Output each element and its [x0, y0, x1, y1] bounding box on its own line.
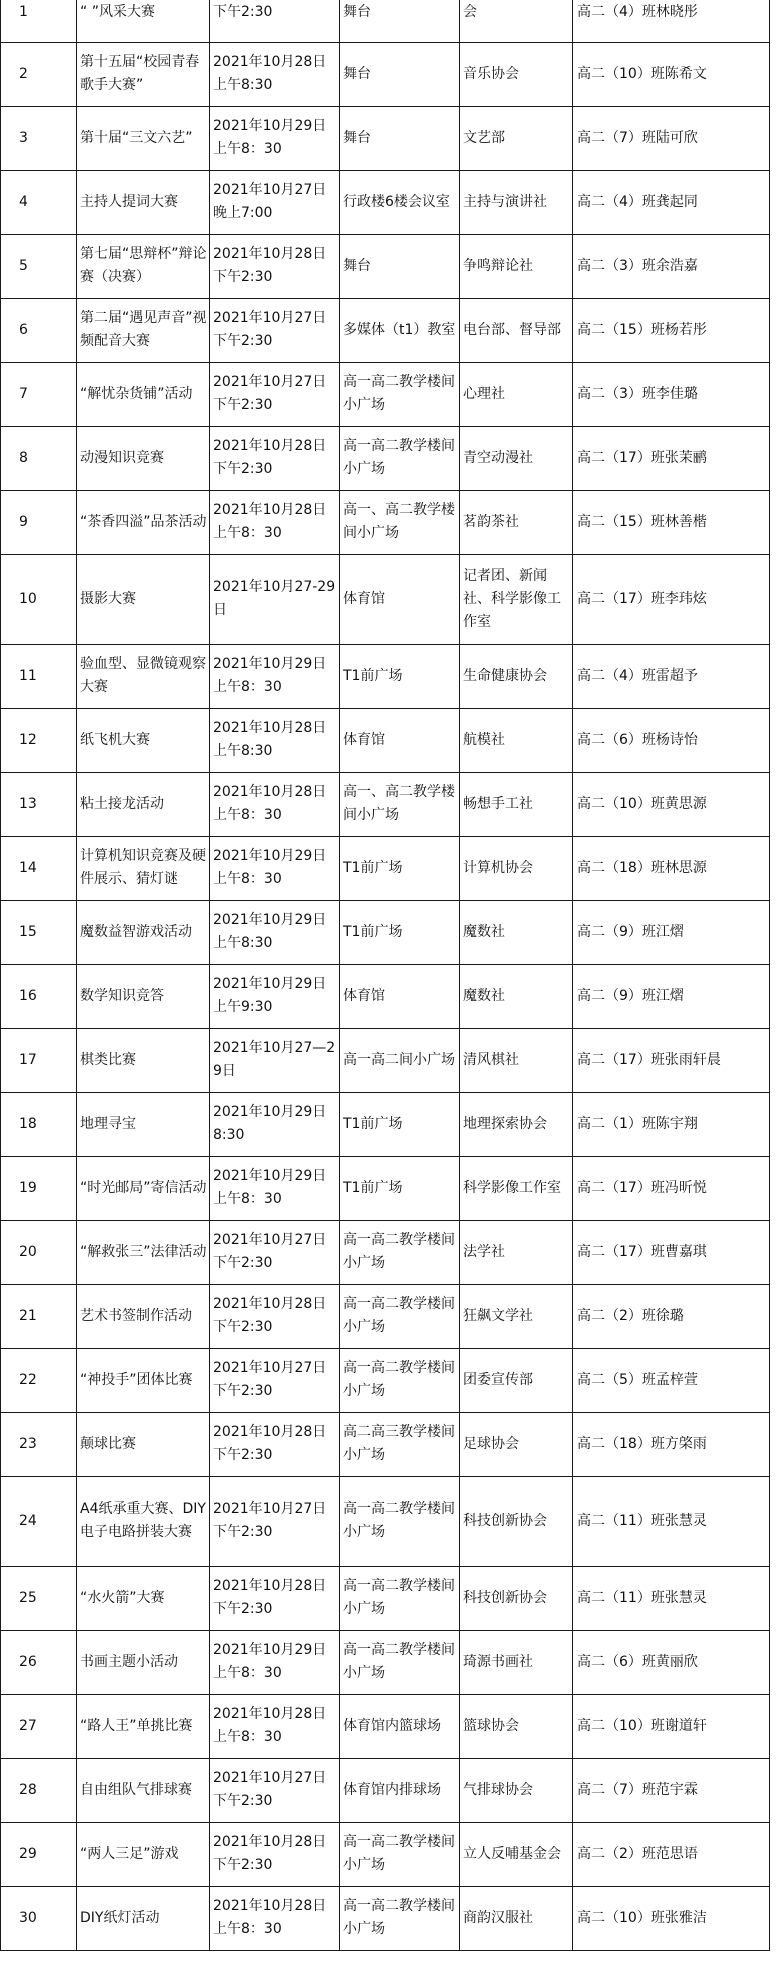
activity-name: 粘土接龙活动	[77, 772, 210, 836]
activity-name: A4纸承重大赛、DIY电子电路拼装大赛	[77, 1476, 210, 1566]
organizer: 音乐协会	[460, 42, 573, 106]
activity-time: 2021年10月28日下午2:30	[210, 426, 340, 490]
table-row	[1, 1220, 770, 1284]
responsible-person: 高二（3）班李佳璐	[573, 362, 770, 426]
activity-name: “两人三足”游戏	[77, 1822, 210, 1886]
row-number: 19	[1, 1156, 77, 1220]
row-number: 30	[1, 1886, 77, 1950]
responsible-person: 高二（4）班雷超予	[573, 644, 770, 708]
responsible-person: 高二（6）班杨诗怡	[573, 708, 770, 772]
activity-name: 棋类比赛	[77, 1028, 210, 1092]
table-row	[1, 1412, 770, 1476]
activity-venue: T1前广场	[340, 1156, 460, 1220]
organizer: 科技创新协会	[460, 1476, 573, 1566]
organizer: 茗韵茶社	[460, 490, 573, 554]
activity-name: 验血型、显微镜观察大赛	[77, 644, 210, 708]
row-number: 22	[1, 1348, 77, 1412]
row-number: 16	[1, 964, 77, 1028]
row-number: 23	[1, 1412, 77, 1476]
organizer: 法学社	[460, 1220, 573, 1284]
activity-venue: 高一高二教学楼间小广场	[340, 1566, 460, 1630]
activity-name: “解救张三”法律活动	[77, 1220, 210, 1284]
row-number: 4	[1, 170, 77, 234]
row-number: 1	[1, 0, 77, 42]
responsible-person: 高二（17）班冯昕悦	[573, 1156, 770, 1220]
row-number: 13	[1, 772, 77, 836]
organizer: 畅想手工社	[460, 772, 573, 836]
activity-venue: 高一、高二教学楼间小广场	[340, 772, 460, 836]
activity-venue: 高一、高二教学楼间小广场	[340, 490, 460, 554]
responsible-person: 高二（4）班龚起同	[573, 170, 770, 234]
responsible-person: 高二（2）班范思语	[573, 1822, 770, 1886]
responsible-person: 高二（1）班陈宇翔	[573, 1092, 770, 1156]
activity-venue: 体育馆	[340, 708, 460, 772]
organizer: 记者团、新闻社、科学影像工作室	[460, 554, 573, 644]
table-row	[1, 708, 770, 772]
row-number: 20	[1, 1220, 77, 1284]
responsible-person: 高二（7）班陆可欣	[573, 106, 770, 170]
activity-name: 摄影大赛	[77, 554, 210, 644]
row-number: 11	[1, 644, 77, 708]
row-number: 10	[1, 554, 77, 644]
table-row	[1, 490, 770, 554]
organizer: 心理社	[460, 362, 573, 426]
activity-venue: T1前广场	[340, 836, 460, 900]
row-number: 25	[1, 1566, 77, 1630]
activity-time: 2021年10月28日上午8:30	[210, 708, 340, 772]
activity-time: 2021年10月28日下午2:30	[210, 1412, 340, 1476]
responsible-person: 高二（11）班张慧灵	[573, 1566, 770, 1630]
activity-name: 第七届“思辩杯”辩论赛（决赛）	[77, 234, 210, 298]
row-number: 24	[1, 1476, 77, 1566]
row-number: 21	[1, 1284, 77, 1348]
activity-name: 艺术书签制作活动	[77, 1284, 210, 1348]
activity-venue: 高一高二间小广场	[340, 1028, 460, 1092]
activity-venue: 高一高二教学楼间小广场	[340, 1886, 460, 1950]
responsible-person: 高二（17）班张茉鹂	[573, 426, 770, 490]
responsible-person: 高二（6）班黄丽欣	[573, 1630, 770, 1694]
organizer: 魔数社	[460, 900, 573, 964]
row-number: 3	[1, 106, 77, 170]
activity-venue: 高一高二教学楼间小广场	[340, 1630, 460, 1694]
activity-time: 下午2:30	[210, 0, 340, 42]
organizer: 琦源书画社	[460, 1630, 573, 1694]
activity-venue: 高一高二教学楼间小广场	[340, 362, 460, 426]
responsible-person: 高二（10）班陈希文	[573, 42, 770, 106]
activity-time: 2021年10月29日上午8:30	[210, 900, 340, 964]
activity-name: 主持人提词大赛	[77, 170, 210, 234]
activity-venue: 舞台	[340, 106, 460, 170]
table-row	[1, 1476, 770, 1566]
activity-time: 2021年10月28日下午2:30	[210, 1566, 340, 1630]
activity-time: 2021年10月29日上午8：30	[210, 644, 340, 708]
activity-time: 2021年10月28日上午8：30	[210, 1694, 340, 1758]
activity-time: 2021年10月28日上午8：30	[210, 772, 340, 836]
organizer: 主持与演讲社	[460, 170, 573, 234]
responsible-person: 高二（9）班江熠	[573, 964, 770, 1028]
table-row	[1, 1028, 770, 1092]
activity-time: 2021年10月27日下午2:30	[210, 298, 340, 362]
organizer: 青空动漫社	[460, 426, 573, 490]
activity-name: 地理寻宝	[77, 1092, 210, 1156]
responsible-person: 高二（5）班孟梓萱	[573, 1348, 770, 1412]
organizer: 团委宣传部	[460, 1348, 573, 1412]
table-row	[1, 1758, 770, 1822]
activity-name: 数学知识竞答	[77, 964, 210, 1028]
organizer: 商韵汉服社	[460, 1886, 573, 1950]
activity-venue: 舞台	[340, 0, 460, 42]
activity-time: 2021年10月29日上午9:30	[210, 964, 340, 1028]
activity-venue: 舞台	[340, 234, 460, 298]
activity-name: 第二届“遇见声音”视频配音大赛	[77, 298, 210, 362]
activity-time: 2021年10月28日上午8:30	[210, 42, 340, 106]
row-number: 28	[1, 1758, 77, 1822]
row-number: 14	[1, 836, 77, 900]
activity-name: “时光邮局”寄信活动	[77, 1156, 210, 1220]
activity-time: 2021年10月28日下午2:30	[210, 1284, 340, 1348]
table-row	[1, 554, 770, 644]
activity-time: 2021年10月29日上午8：30	[210, 836, 340, 900]
responsible-person: 高二（15）班林善楷	[573, 490, 770, 554]
activity-time: 2021年10月29日上午8：30	[210, 106, 340, 170]
activity-name: 颠球比赛	[77, 1412, 210, 1476]
responsible-person: 高二（7）班范宇霖	[573, 1758, 770, 1822]
activity-venue: 高一高二教学楼间小广场	[340, 1220, 460, 1284]
activity-name: DIY纸灯活动	[77, 1886, 210, 1950]
organizer: 地理探索协会	[460, 1092, 573, 1156]
organizer: 电台部、督导部	[460, 298, 573, 362]
activity-time: 2021年10月29日上午8：30	[210, 1630, 340, 1694]
activity-name: “茶香四溢”品茶活动	[77, 490, 210, 554]
row-number: 27	[1, 1694, 77, 1758]
organizer: 立人反哺基金会	[460, 1822, 573, 1886]
activity-venue: 体育馆	[340, 964, 460, 1028]
activity-venue: 高一高二教学楼间小广场	[340, 1476, 460, 1566]
activity-name: 自由组队气排球赛	[77, 1758, 210, 1822]
activity-venue: T1前广场	[340, 644, 460, 708]
activity-venue: 高一高二教学楼间小广场	[340, 1284, 460, 1348]
responsible-person: 高二（2）班徐璐	[573, 1284, 770, 1348]
table-row	[1, 170, 770, 234]
row-number: 5	[1, 234, 77, 298]
activity-name: 魔数益智游戏活动	[77, 900, 210, 964]
table-row	[1, 964, 770, 1028]
organizer: 清风棋社	[460, 1028, 573, 1092]
activity-name: 第十届“三文六艺”	[77, 106, 210, 170]
organizer: 足球协会	[460, 1412, 573, 1476]
activity-name: “解忧杂货铺”活动	[77, 362, 210, 426]
row-number: 18	[1, 1092, 77, 1156]
activity-time: 2021年10月27日下午2:30	[210, 362, 340, 426]
row-number: 2	[1, 42, 77, 106]
organizer: 计算机协会	[460, 836, 573, 900]
responsible-person: 高二（4）班林晓彤	[573, 0, 770, 42]
table-row	[1, 0, 770, 42]
organizer: 篮球协会	[460, 1694, 573, 1758]
table-row	[1, 1156, 770, 1220]
organizer: 科技创新协会	[460, 1566, 573, 1630]
activity-venue: T1前广场	[340, 900, 460, 964]
activity-venue: 高一高二教学楼间小广场	[340, 1822, 460, 1886]
activity-time: 2021年10月27日下午2:30	[210, 1348, 340, 1412]
row-number: 12	[1, 708, 77, 772]
responsible-person: 高二（3）班余浩嘉	[573, 234, 770, 298]
organizer: 会	[460, 0, 573, 42]
organizer: 魔数社	[460, 964, 573, 1028]
activity-venue: 体育馆内排球场	[340, 1758, 460, 1822]
table-row	[1, 362, 770, 426]
table-row	[1, 900, 770, 964]
table-row	[1, 42, 770, 106]
row-number: 6	[1, 298, 77, 362]
table-row	[1, 1348, 770, 1412]
activity-venue: 体育馆内篮球场	[340, 1694, 460, 1758]
organizer: 科学影像工作室	[460, 1156, 573, 1220]
row-number: 7	[1, 362, 77, 426]
organizer: 气排球协会	[460, 1758, 573, 1822]
row-number: 29	[1, 1822, 77, 1886]
row-number: 26	[1, 1630, 77, 1694]
table-row	[1, 234, 770, 298]
activity-time: 2021年10月28日上午8：30	[210, 1886, 340, 1950]
table-row	[1, 426, 770, 490]
table-row	[1, 772, 770, 836]
table-row	[1, 106, 770, 170]
responsible-person: 高二（17）班张雨轩晨	[573, 1028, 770, 1092]
activity-time: 2021年10月27日下午2:30	[210, 1758, 340, 1822]
activity-venue: 多媒体（t1）教室	[340, 298, 460, 362]
activity-name: “ ”风采大赛	[77, 0, 210, 42]
table-row	[1, 1630, 770, 1694]
responsible-person: 高二（11）班张慧灵	[573, 1476, 770, 1566]
activity-time: 2021年10月27日下午2:30	[210, 1220, 340, 1284]
activity-venue: 舞台	[340, 42, 460, 106]
responsible-person: 高二（15）班杨若彤	[573, 298, 770, 362]
responsible-person: 高二（18）班方棨雨	[573, 1412, 770, 1476]
table-row	[1, 298, 770, 362]
activity-name: “神投手”团体比赛	[77, 1348, 210, 1412]
activity-name: 纸飞机大赛	[77, 708, 210, 772]
activity-time: 2021年10月27-29日	[210, 554, 340, 644]
table-row	[1, 1566, 770, 1630]
responsible-person: 高二（17）班曹嘉琪	[573, 1220, 770, 1284]
activity-time: 2021年10月29日8:30	[210, 1092, 340, 1156]
row-number: 17	[1, 1028, 77, 1092]
responsible-person: 高二（9）班江熠	[573, 900, 770, 964]
activity-venue: 行政楼6楼会议室	[340, 170, 460, 234]
organizer: 生命健康协会	[460, 644, 573, 708]
organizer: 航模社	[460, 708, 573, 772]
activity-time: 2021年10月27—29日	[210, 1028, 340, 1092]
responsible-person: 高二（10）班张雅洁	[573, 1886, 770, 1950]
activity-time: 2021年10月29日上午8：30	[210, 1156, 340, 1220]
activity-venue: 体育馆	[340, 554, 460, 644]
organizer: 狂飙文学社	[460, 1284, 573, 1348]
table-row	[1, 1284, 770, 1348]
activity-time: 2021年10月27日晚上7:00	[210, 170, 340, 234]
responsible-person: 高二（18）班林思源	[573, 836, 770, 900]
table-row	[1, 1092, 770, 1156]
row-number: 15	[1, 900, 77, 964]
activity-time: 2021年10月28日下午2:30	[210, 234, 340, 298]
activity-name: “水火箭”大赛	[77, 1566, 210, 1630]
activity-time: 2021年10月28日下午2:30	[210, 1822, 340, 1886]
organizer: 文艺部	[460, 106, 573, 170]
responsible-person: 高二（17）班李玮炫	[573, 554, 770, 644]
activity-venue: 高二高三教学楼间小广场	[340, 1412, 460, 1476]
activity-name: 书画主题小活动	[77, 1630, 210, 1694]
organizer: 争鸣辩论社	[460, 234, 573, 298]
activity-name: 计算机知识竞赛及硬件展示、猜灯谜	[77, 836, 210, 900]
activity-venue: T1前广场	[340, 1092, 460, 1156]
activity-venue: 高一高二教学楼间小广场	[340, 426, 460, 490]
responsible-person: 高二（10）班黄思源	[573, 772, 770, 836]
table-body	[1, 0, 770, 1950]
responsible-person: 高二（10）班谢道轩	[573, 1694, 770, 1758]
activity-time: 2021年10月28日上午8：30	[210, 490, 340, 554]
activity-name: 动漫知识竞赛	[77, 426, 210, 490]
table-row	[1, 644, 770, 708]
activity-name: “路人王”单挑比赛	[77, 1694, 210, 1758]
table-row	[1, 1822, 770, 1886]
table-row	[1, 1886, 770, 1950]
activity-time: 2021年10月27日下午2:30	[210, 1476, 340, 1566]
activity-name: 第十五届“校园青春歌手大赛”	[77, 42, 210, 106]
row-number: 8	[1, 426, 77, 490]
table-row	[1, 836, 770, 900]
activity-venue: 高一高二教学楼间小广场	[340, 1348, 460, 1412]
table-row	[1, 1694, 770, 1758]
row-number: 9	[1, 490, 77, 554]
